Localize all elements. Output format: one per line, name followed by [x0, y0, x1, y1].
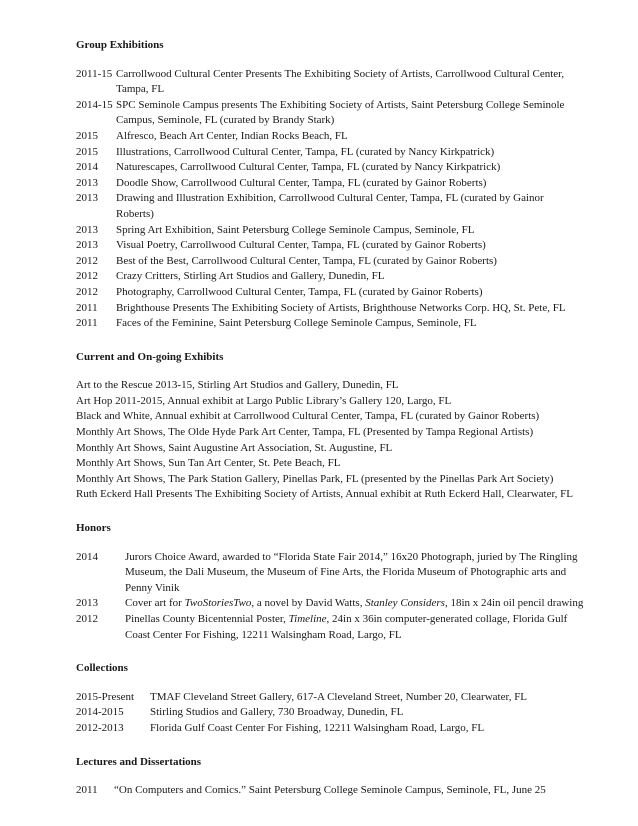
exhibition-text: Naturescapes, Carrollwood Cultural Center, Tampa, FL (curated by Nancy Kirkpatrick): [116, 161, 501, 174]
current-exhibit-item: Monthly Art Shows, Saint Augustine Art Association, St. Augustine, FL: [76, 441, 393, 454]
current-exhibit-item: Art Hop 2011-2015, Annual exhibit at Largo Public Library’s Gallery 120, Largo, FL: [76, 394, 452, 407]
exhibition-date: 2011: [76, 317, 98, 330]
exhibition-text: Roberts): [116, 207, 154, 220]
book-title: TwoStoriesTwo: [184, 597, 252, 610]
exhibition-text: Carrollwood Cultural Center Presents The Exhibiting Society of Artists, Carrollwood Cultural Center,: [116, 67, 565, 80]
honor-text: , a novel by David Watts,: [251, 597, 366, 610]
exhibition-date: 2012: [76, 254, 98, 267]
exhibition-date: 2013: [76, 176, 98, 189]
collection-text: TMAF Cleveland Street Gallery, 617-A Cleveland Street, Number 20, Clearwater, FL: [150, 690, 528, 703]
exhibition-item: [76, 191, 566, 222]
current-exhibit-item: Monthly Art Shows, The Park Station Gallery, Pinellas Park, FL (presented by the Pinellas Park Art Society): [76, 472, 554, 485]
group-exhibitions-section: [76, 38, 566, 332]
exhibition-item: [76, 301, 566, 317]
exhibition-text: SPC Seminole Campus presents The Exhibiting Society of Artists, Saint Petersburg College Seminole: [116, 98, 565, 111]
honor-line: Penny Vinik: [125, 581, 180, 594]
exhibition-date: 2013: [76, 223, 98, 236]
honor-item: [76, 612, 566, 643]
exhibition-list: [76, 67, 566, 332]
lecture-text: “On Computers and Comics.” Saint Petersburg College Seminole Campus, Seminole, FL, June 25: [114, 784, 546, 797]
honor-item: [76, 596, 584, 612]
exhibition-date: 2014-15: [76, 98, 113, 111]
exhibition-text: Drawing and Illustration Exhibition, Carrollwood Cultural Center, Tampa, FL (curated by Gainor: [116, 192, 544, 205]
exhibition-item: [76, 285, 566, 301]
resume-page: [76, 38, 584, 799]
collection-item: [76, 705, 566, 721]
section-heading: Collections: [76, 662, 128, 675]
collection-date: 2015-Present: [76, 690, 135, 703]
current-exhibit-item: Ruth Eckerd Hall Presents The Exhibiting Society of Artists, Annual exhibit at Ruth Eckerd Hall, Clearwater, FL: [76, 488, 574, 501]
exhibition-date: 2012: [76, 285, 98, 298]
honor-line: [125, 596, 583, 612]
lectures-section: [76, 755, 566, 799]
current-exhibit-item: Monthly Art Shows, The Olde Hyde Park Art Center, Tampa, FL (Presented by Tampa Regional Artists): [76, 426, 534, 439]
exhibition-text: Tampa, FL: [116, 83, 165, 96]
collections-section: [76, 661, 566, 736]
current-exhibit-item: Monthly Art Shows, Sun Tan Art Center, St. Pete Beach, FL: [76, 457, 341, 470]
exhibition-item: [76, 98, 566, 129]
exhibition-text: Best of the Best, Carrollwood Cultural Center, Tampa, FL (curated by Gainor Roberts): [116, 254, 497, 267]
exhibition-item: [76, 176, 566, 192]
honor-line: Museum, the Dali Museum, the Museum of Fine Arts, the Florida Museum of Photographic arts and: [125, 566, 567, 579]
honor-text: , 18in x 24in oil pencil drawing: [444, 597, 584, 610]
exhibition-date: 2014: [76, 161, 98, 174]
current-exhibits-list: [76, 378, 574, 503]
exhibition-item: [76, 223, 566, 239]
exhibition-text: Photography, Carrollwood Cultural Center, Tampa, FL (curated by Gainor Roberts): [116, 285, 483, 298]
collection-text: Florida Gulf Coast Center For Fishing, 12211 Walsingham Road, Largo, FL: [150, 721, 485, 734]
artwork-title: Timeline: [288, 613, 327, 625]
current-exhibits-section: [76, 350, 574, 503]
exhibition-text: Crazy Critters, Stirling Art Studios and Gallery, Dunedin, FL: [116, 270, 385, 283]
exhibition-date: 2013: [76, 192, 98, 205]
exhibition-date: 2015: [76, 145, 98, 158]
honor-text: , 24in x 36in computer-generated collage, Florida Gulf: [326, 613, 568, 625]
collection-item: [76, 721, 566, 737]
exhibition-item: [76, 238, 566, 254]
honor-date: 2012: [76, 613, 98, 625]
exhibition-text: Campus, Seminole, FL (curated by Brandy Stark): [116, 114, 335, 127]
exhibition-item: [76, 67, 566, 98]
honor-text: Cover art for: [125, 597, 185, 610]
exhibition-date: 2011: [76, 301, 98, 314]
honor-line: [125, 612, 567, 628]
exhibition-item: [76, 269, 566, 285]
exhibition-date: 2013: [76, 239, 98, 252]
honors-section: [76, 521, 584, 643]
collection-date: 2012-2013: [76, 721, 124, 734]
exhibition-item: [76, 160, 566, 176]
section-heading: Honors: [76, 522, 111, 535]
current-exhibit-item: Art to the Rescue 2013-15, Stirling Art Studios and Gallery, Dunedin, FL: [76, 379, 399, 392]
collection-date: 2014-2015: [76, 706, 124, 719]
exhibition-item: [76, 145, 566, 161]
exhibition-date: 2015: [76, 129, 98, 142]
exhibition-text: Brighthouse Presents The Exhibiting Society of Artists, Brighthouse Networks Corp. HQ, St. Pete, FL: [116, 301, 566, 314]
lecture-date: 2011: [76, 784, 98, 797]
exhibition-text: Alfresco, Beach Art Center, Indian Rocks Beach, FL: [116, 129, 348, 142]
honor-date: 2014: [76, 550, 98, 563]
exhibition-text: Doodle Show, Carrollwood Cultural Center, Tampa, FL (curated by Gainor Roberts): [116, 176, 487, 189]
lecture-item: [76, 783, 566, 799]
exhibition-text: Spring Art Exhibition, Saint Petersburg College Seminole Campus, Seminole, FL: [116, 223, 475, 236]
exhibition-date: 2012: [76, 270, 98, 283]
section-heading: Group Exhibitions: [76, 39, 164, 51]
collection-text: Stirling Studios and Gallery, 730 Broadway, Dunedin, FL: [150, 706, 404, 719]
honor-line: Coast Center For Fishing, 12211 Walsingham Road, Largo, FL: [125, 628, 402, 641]
current-exhibit-item: Black and White, Annual exhibit at Carrollwood Cultural Center, Tampa, FL (curated by Gainor Roberts): [76, 410, 540, 423]
honor-text: Pinellas County Bicentennial Poster,: [125, 613, 289, 625]
exhibition-text: Visual Poetry, Carrollwood Cultural Center, Tampa, FL (curated by Gainor Roberts): [116, 239, 486, 252]
section-heading: Lectures and Dissertations: [76, 755, 202, 768]
exhibition-date: 2011-15: [76, 67, 113, 80]
artwork-title: Stanley Considers: [365, 597, 445, 610]
exhibition-item: [76, 254, 566, 270]
exhibition-item: [76, 129, 566, 145]
exhibition-text: Illustrations, Carrollwood Cultural Center, Tampa, FL (curated by Nancy Kirkpatrick): [116, 145, 495, 158]
exhibition-item: [76, 316, 566, 332]
exhibition-text: Faces of the Feminine, Saint Petersburg College Seminole Campus, Seminole, FL: [116, 317, 477, 330]
honor-date: 2013: [76, 597, 98, 610]
collection-item: [76, 690, 566, 706]
honor-line: Jurors Choice Award, awarded to “Florida State Fair 2014,” 16x20 Photograph, juried by The Ringling: [125, 550, 578, 563]
honor-item: [76, 550, 578, 597]
section-heading: Current and On-going Exhibits: [76, 350, 224, 363]
